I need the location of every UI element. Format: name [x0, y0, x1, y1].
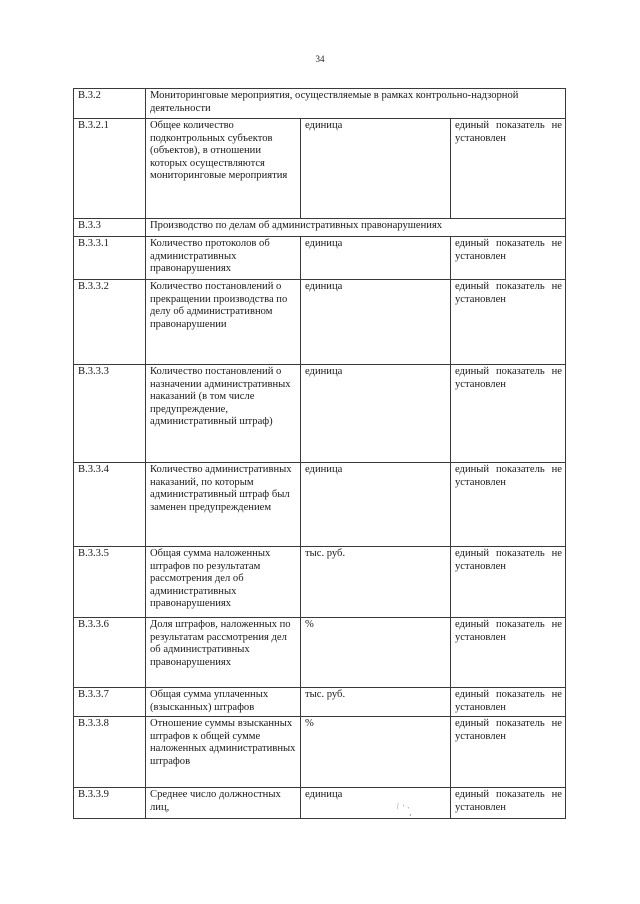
indicator-note: единый показатель не установлен: [451, 119, 566, 219]
row-code: B.3.3.8: [74, 717, 146, 788]
unit-of-measure: %: [301, 717, 451, 788]
unit-of-measure: %: [301, 618, 451, 688]
unit-of-measure: тыс. руб.: [301, 688, 451, 717]
row-code: B.3.2: [74, 89, 146, 119]
indicator-name: Отношение суммы взысканных штрафов к общей сумме наложенных административных штрафов: [146, 717, 301, 788]
table-row: [74, 119, 566, 219]
table-row: [74, 463, 566, 547]
row-code: B.3.2.1: [74, 119, 146, 219]
indicator-note: единый показатель не установлен: [451, 237, 566, 280]
row-code: B.3.3.9: [74, 788, 146, 819]
section-row: [74, 219, 566, 237]
indicator-name: Количество протоколов об административных правонарушениях: [146, 237, 301, 280]
indicators-table: [73, 88, 566, 819]
table-row: [74, 618, 566, 688]
indicator-note: единый показатель не установлен: [451, 365, 566, 463]
unit-of-measure: единица: [301, 119, 451, 219]
scan-mark: \ ` ` ,: [394, 800, 415, 818]
row-code: B.3.3.1: [74, 237, 146, 280]
indicator-note: единый показатель не установлен: [451, 618, 566, 688]
unit-of-measure: единица: [301, 237, 451, 280]
table-row: [74, 365, 566, 463]
section-title: Производство по делам об административных правонарушениях: [146, 219, 566, 237]
indicator-name: Общее количество подконтрольных субъектов (объектов), в отношении которых осуществляются мониторинговые мероприятия: [146, 119, 301, 219]
indicator-note: единый показатель не установлен: [451, 463, 566, 547]
table-row: [74, 547, 566, 618]
row-code: B.3.3.3: [74, 365, 146, 463]
unit-of-measure: тыс. руб.: [301, 547, 451, 618]
indicator-name: Количество постановлений о назначении административных наказаний (в том числе предупреждение, административный штраф): [146, 365, 301, 463]
indicator-name: Среднее число должностных лиц,: [146, 788, 301, 819]
section-row: [74, 89, 566, 119]
indicator-note: единый показатель не установлен: [451, 788, 566, 819]
row-code: B.3.3.2: [74, 280, 146, 365]
indicator-note: единый показатель не установлен: [451, 688, 566, 717]
indicator-name: Доля штрафов, наложенных по результатам рассмотрения дел об административных правонарушениях: [146, 618, 301, 688]
table-body: [74, 89, 566, 819]
row-code: B.3.3.4: [74, 463, 146, 547]
unit-of-measure: единица: [301, 463, 451, 547]
table-row: [74, 280, 566, 365]
indicator-name: Общая сумма уплаченных (взысканных) штрафов: [146, 688, 301, 717]
row-code: B.3.3.7: [74, 688, 146, 717]
row-code: B.3.3: [74, 219, 146, 237]
table-row: [74, 237, 566, 280]
table-row: [74, 717, 566, 788]
row-code: B.3.3.5: [74, 547, 146, 618]
unit-of-measure: единица: [301, 365, 451, 463]
indicator-note: единый показатель не установлен: [451, 717, 566, 788]
indicator-name: Количество постановлений о прекращении производства по делу об административном правонарушении: [146, 280, 301, 365]
indicator-name: Общая сумма наложенных штрафов по результатам рассмотрения дел об административных правонарушениях: [146, 547, 301, 618]
table-row: [74, 688, 566, 717]
section-title: Мониторинговые мероприятия, осуществляемые в рамках контрольно-надзорной деятельности: [146, 89, 566, 119]
table-row: [74, 788, 566, 819]
unit-of-measure: единица: [301, 788, 451, 819]
indicator-name: Количество административных наказаний, по которым административный штраф был заменен предупреждением: [146, 463, 301, 547]
unit-of-measure: единица: [301, 280, 451, 365]
row-code: B.3.3.6: [74, 618, 146, 688]
page-number: 34: [315, 54, 325, 64]
indicator-note: единый показатель не установлен: [451, 547, 566, 618]
indicator-note: единый показатель не установлен: [451, 280, 566, 365]
